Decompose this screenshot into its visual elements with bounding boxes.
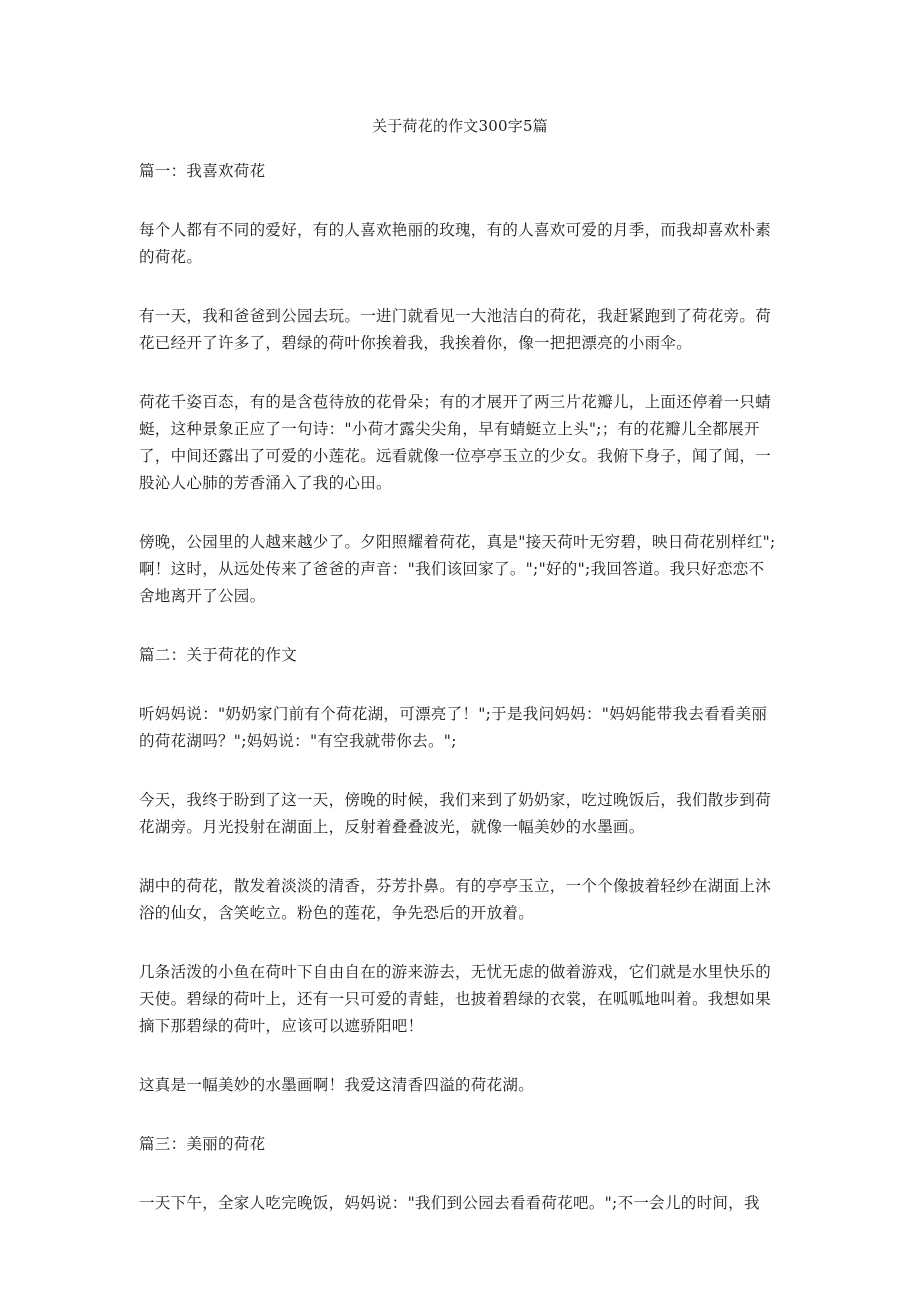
paragraph: 这真是一幅美妙的水墨画啊！我爱这清香四溢的荷花湖。 <box>139 1076 535 1094</box>
paragraph: 傍晚，公园里的人越来越少了。夕阳照耀着荷花，真是"接天荷叶无穷碧，映日荷花别样红";啊！这时，从远处传来了爸爸的声音："我们该回家了。";"好的";我回答道。我只好恋恋不舍地离开了公园。 <box>139 533 776 605</box>
paragraph: 一天下午，全家人吃完晚饭，妈妈说："我们到公园去看看荷花吧。";不一会儿的时间，我 <box>139 1194 760 1212</box>
section-heading: 篇一：我喜欢荷花 <box>139 162 266 180</box>
paragraph: 几条活泼的小鱼在荷叶下自由自在的游来游去，无忧无虑的做着游戏，它们就是水里快乐的天使。碧绿的荷叶上，还有一只可爱的青蛙，也披着碧绿的衣裳，在呱呱地叫着。我想如果摘下那碧绿的荷叶，应该可以遮骄阳吧！ <box>139 963 772 1035</box>
paragraph: 荷花千姿百态，有的是含苞待放的花骨朵；有的才展开了两三片花瓣儿，上面还停着一只蜻蜓，这种景象正应了一句诗："小荷才露尖尖角，早有蜻蜓立上头";；有的花瓣儿全都展开了，中间还露出了可爱的小莲花。远看就像一位亭亭玉立的少女。我俯下身子，闻了闻，一股沁人心肺的芳香涌入了我的心田。 <box>139 393 772 492</box>
paragraph: 今天，我终于盼到了这一天，傍晚的时候，我们来到了奶奶家，吃过晚饭后，我们散步到荷花湖旁。月光投射在湖面上，反射着叠叠波光，就像一幅美妙的水墨画。 <box>139 791 772 836</box>
paragraph: 有一天，我和爸爸到公园去玩。一进门就看见一大池洁白的荷花，我赶紧跑到了荷花旁。荷花已经开了许多了，碧绿的荷叶你挨着我，我挨着你，像一把把漂亮的小雨伞。 <box>139 307 772 352</box>
document-body <box>139 158 779 1249</box>
paragraph: 湖中的荷花，散发着淡淡的清香，芬芳扑鼻。有的亭亭玉立，一个个像披着轻纱在湖面上沐浴的仙女，含笑屹立。粉色的莲花，争先恐后的开放着。 <box>139 877 772 922</box>
document-title: 关于荷花的作文300字5篇 <box>372 117 548 135</box>
paragraph: 每个人都有不同的爱好，有的人喜欢艳丽的玫瑰，有的人喜欢可爱的月季，而我却喜欢朴素的荷花。 <box>139 221 772 266</box>
section-heading: 篇二：关于荷花的作文 <box>139 646 298 664</box>
section-heading: 篇三：美丽的荷花 <box>139 1135 266 1153</box>
paragraph: 听妈妈说："奶奶家门前有个荷花湖，可漂亮了！";于是我问妈妈："妈妈能带我去看看美丽的荷花湖吗？";妈妈说："有空我就带你去。"; <box>139 705 768 750</box>
